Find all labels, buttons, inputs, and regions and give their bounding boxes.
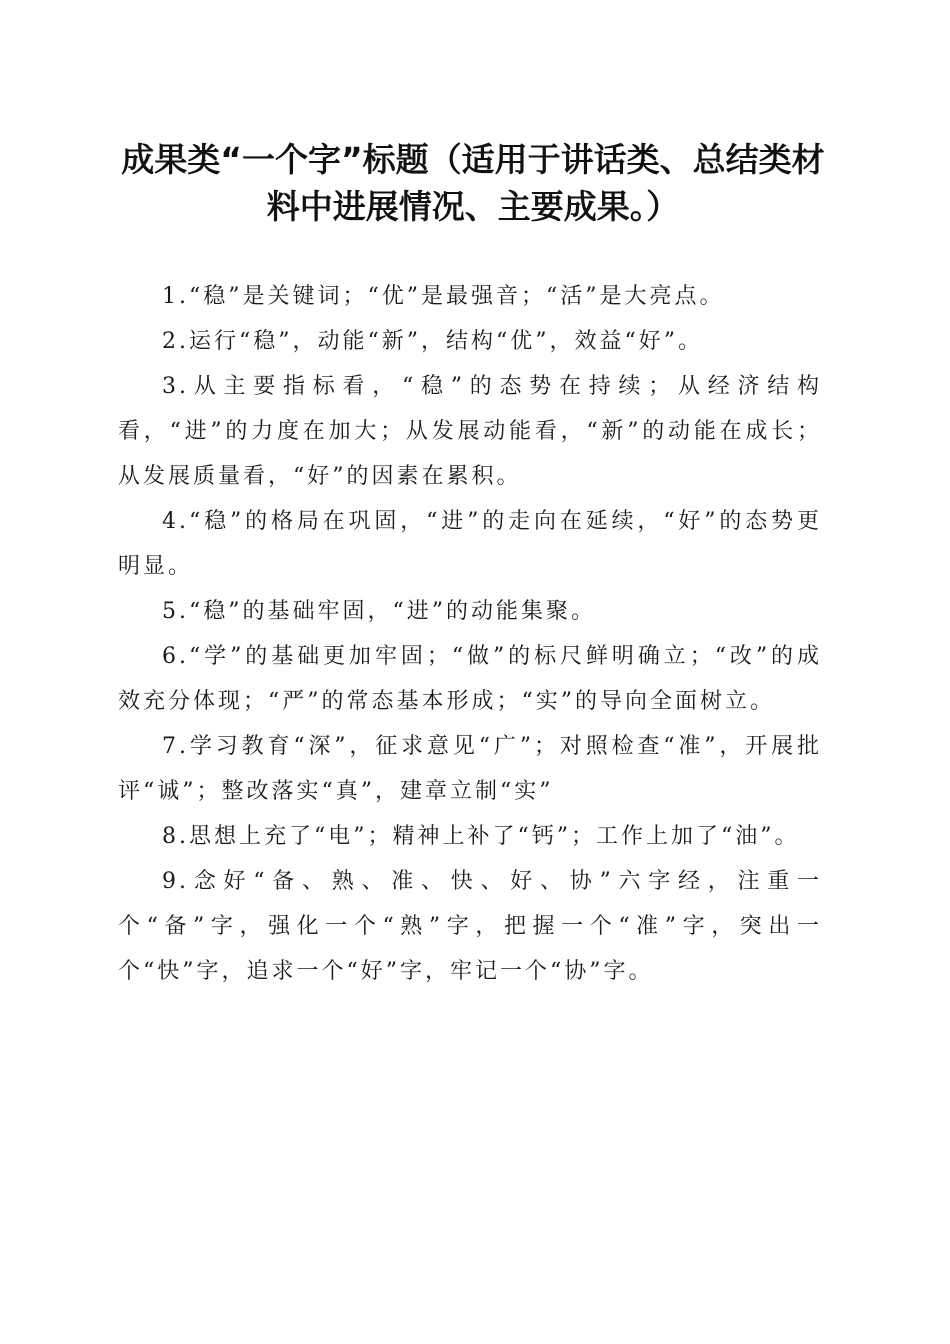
paragraph-7: 7.学习教育“深”，征求意见“广”；对照检查“准”，开展批评“诚”；整改落实“真”，建章立制“实” <box>118 734 822 804</box>
paragraph-list <box>118 274 822 994</box>
paragraph-2: 2.运行“稳”，动能“新”，结构“优”，效益“好”。 <box>162 329 703 354</box>
document-title: 成果类“一个字”标题（适用于讲话类、总结类材料中进展情况、主要成果。） <box>121 140 825 226</box>
paragraph-6: 6.“学”的基础更加牢固；“做”的标尺鲜明确立；“改”的成效充分体现；“严”的常态基本形成；“实”的导向全面树立。 <box>118 644 822 714</box>
paragraph-1: 1.“稳”是关键词；“优”是最强音；“活”是大亮点。 <box>162 284 725 309</box>
paragraph-8: 8.思想上充了“电”；精神上补了“钙”；工作上加了“油”。 <box>162 824 800 849</box>
paragraph-4: 4.“稳”的格局在巩固，“进”的走向在延续，“好”的态势更明显。 <box>118 509 822 579</box>
paragraph-5: 5.“稳”的基础牢固，“进”的动能集聚。 <box>162 599 596 624</box>
paragraph-9: 9.念好“备、熟、准、快、好、协”六字经，注重一个“备”字，强化一个“熟”字，把握一个“准”字，突出一个“快”字，追求一个“好”字，牢记一个“协”字。 <box>118 869 822 984</box>
paragraph-3: 3.从主要指标看，“稳”的态势在持续；从经济结构看，“进”的力度在加大；从发展动能看，“新”的动能在成长；从发展质量看，“好”的因素在累积。 <box>118 374 822 489</box>
